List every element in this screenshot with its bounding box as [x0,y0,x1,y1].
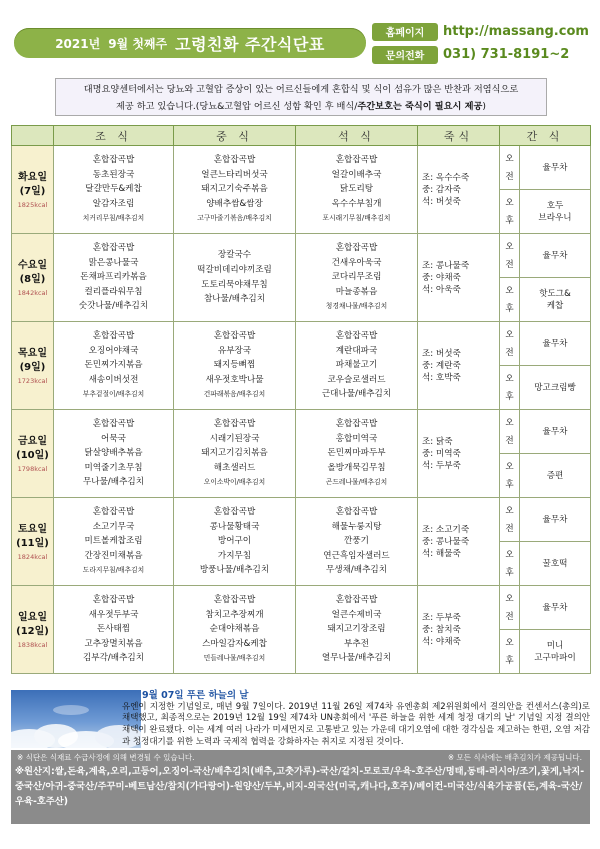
special-day-text [122,690,590,749]
snack-time-am: 오 전 [500,146,520,190]
lunch-item: 혼합잡곡밥 [213,155,256,166]
notice-box [55,78,547,116]
lunch-cell [174,322,296,410]
porridge-item: 석: 호박죽 [422,372,461,383]
special-day-heading: 9월 07일 푸른 하늘의 날 [142,690,249,701]
day-cell [12,322,54,410]
lunch-cell [174,586,296,674]
lunch-item: 콩나물황태국 [209,521,260,532]
lunch-cell [174,410,296,498]
dinner-cell [296,586,418,674]
lunch-item: 고구마줄기볶음/배추김치 [197,214,272,223]
breakfast-item: 김부각/배추김치 [82,653,144,664]
snack-pm-line: 호두 [546,200,564,211]
dinner-cell [296,498,418,586]
dinner-item: 연근흑임자샐러드 [323,550,390,561]
breakfast-item: 혼합잡곡밥 [92,507,135,518]
porridge-item: 석: 해물죽 [422,548,461,559]
menu-body [12,146,591,674]
snack-pm-line: 케찹 [546,300,564,311]
dinner-item: 계란대파국 [335,345,378,356]
snack-pm-line: 꿀호떡 [542,558,568,569]
special-day-body: 유엔이 지정한 기념일로, 매년 9월 7일이다. 2019년 11월 26일 제74차 유엔총회 제2위원회에서 결의안을 컨센서스(총의)로 채택했고, 최종적으로는 2019년 12월 19일 제74차 UN총회에서 '푸른 하늘을 위한 세계 청정 대기의 날' 기념일 지정 결의안 채택이 완료됐다. 이는 세계 여러 나라가 미세먼지로 고통받고 있는 가운데 대기오염에 대한 경각심을 제고하는 한편, 오염 저감과 청정대기를 위한 노력과 국제적 협력을 강화하자는 취지로 지정된 것이다. [122,701,590,747]
day-name: 금요일 [18,435,47,447]
table-row [12,586,591,630]
lunch-item: 유부장국 [217,345,252,356]
porridge-item: 중: 콩나물죽 [422,536,470,547]
breakfast-item: 고추장멸치볶음 [84,638,143,649]
day-cell [12,498,54,586]
footer-note-kimchi: ※ 모든 식사에는 배추김치가 제공됩니다. [447,753,582,762]
snack-pm-line: 핫도그& [539,288,571,299]
lunch-item: 돼지고기숙주볶음 [201,184,268,195]
snack-am: 율무차 [520,498,591,542]
porridge-item: 석: 두부죽 [422,460,461,471]
snack-pm [520,542,591,586]
breakfast-item: 미역줄기초무침 [84,462,143,473]
dinner-item: 코우슬로샐러드 [327,374,386,385]
day-date: (7일) [19,185,46,197]
snack-pm-line: 미니 [546,640,564,651]
snack-time-pm: 오 후 [500,542,520,586]
snack-time-pm: 오 후 [500,366,520,410]
day-date: (9일) [19,361,46,373]
dinner-item: 홍합미역국 [335,433,378,444]
phone-label: 문의전화 [372,46,438,64]
snack-time-am: 오 전 [500,322,520,366]
breakfast-item: 혼합잡곡밥 [92,331,135,342]
lunch-item: 방어구이 [217,536,252,547]
breakfast-cell [54,322,174,410]
day-kcal: 1824kcal [17,552,48,561]
day-cell [12,234,54,322]
snack-pm-line: 고구마파이 [534,652,576,663]
lunch-item: 혼합잡곡밥 [213,419,256,430]
snack-am: 율무차 [520,586,591,630]
day-name: 토요일 [18,523,47,535]
breakfast-item: 컬리플라워무침 [84,286,143,297]
lunch-item: 건파래볶음/배추김치 [203,390,266,399]
dinner-item: 파채불고기 [335,360,378,371]
table-row [12,322,591,366]
snack-time-pm: 오 후 [500,454,520,498]
porridge-item: 조: 버섯죽 [422,348,461,359]
breakfast-item: 숫갓나물/배추김치 [78,301,149,312]
breakfast-item: 무나물/배추김치 [82,477,144,488]
breakfast-cell [54,234,174,322]
porridge-cell [418,498,500,586]
dinner-item: 돈민찌마파두부 [327,448,386,459]
snack-pm-line: 브라우니 [538,212,572,223]
breakfast-cell [54,146,174,234]
lunch-item: 오이소박이/배추김치 [203,478,266,487]
dinner-cell [296,146,418,234]
dinner-item: 옥수수부침개 [331,198,382,209]
breakfast-item: 오징어야채국 [88,345,139,356]
breakfast-item: 혼합잡곡밥 [92,243,135,254]
title-week: 9월 첫째주 [108,36,168,51]
day-date: (10일) [16,449,49,461]
dinner-item: 곤드레나물/배추김치 [325,478,388,487]
dinner-item: 마늘종볶음 [335,286,378,297]
dinner-item: 얼큰수제비국 [331,609,382,620]
day-kcal: 1842kcal [17,288,48,297]
porridge-cell [418,322,500,410]
lunch-item: 혼합잡곡밥 [213,595,256,606]
breakfast-item: 도라지무침/배추김치 [82,566,145,575]
special-day-section [11,690,590,748]
porridge-cell [418,410,500,498]
lunch-item: 참치고추장찌개 [205,609,264,620]
lunch-cell [174,146,296,234]
header-day [12,126,54,146]
breakfast-item: 치커리무침/배추김치 [82,214,145,223]
day-kcal: 1723kcal [17,376,48,385]
day-date: (8일) [19,273,46,285]
lunch-item: 도토리묵야채무침 [201,279,268,290]
breakfast-item: 돈민찌가지볶음 [84,360,143,371]
lunch-item: 양배추쌈&쌈장 [206,198,263,209]
porridge-item: 중: 감자죽 [422,184,461,195]
snack-am: 율무차 [520,410,591,454]
day-name: 수요일 [18,259,47,271]
contact-box [372,21,594,67]
snack-pm-line: 망고크림빵 [534,382,576,393]
footer-notes [11,750,590,824]
header-breakfast: 조 식 [54,126,174,146]
dinner-item: 건새우아욱국 [331,257,382,268]
breakfast-cell [54,410,174,498]
lunch-item: 새우젓호박나물 [205,374,264,385]
origin-info: ※원산지:쌀,돈육,계육,오리,고등어,오징어-국산/배추김치(배추,고춧가루)-국산/갈치-모로코/우육-호주산/명태,동태-러시아/조기,꽃게,낙지-중국산/아귀-중국산/주꾸미-베트남산/참치(가다랑어)-원양산/두부,비지-외국산(미국,캐나다,호주)/베이컨-미국산/식육가공품(돈,계육-국산/우육-호주산) [15,766,585,807]
dinner-item: 올방개묵김무침 [327,462,386,473]
snack-pm [520,454,591,498]
lunch-item: 민들레나물/배추김치 [203,654,266,663]
breakfast-item: 새송이버섯전 [88,374,139,385]
porridge-cell [418,146,500,234]
breakfast-item: 맑은콩나물국 [88,257,139,268]
breakfast-item: 혼합잡곡밥 [92,419,135,430]
dinner-cell [296,234,418,322]
dinner-item: 혼합잡곡밥 [335,243,378,254]
day-cell [12,146,54,234]
snack-am: 율무차 [520,322,591,366]
weekly-menu-table [11,125,591,674]
snack-pm [520,190,591,234]
lunch-item: 참나물/배추김치 [203,294,265,305]
lunch-item: 스마일감자&케찹 [202,638,267,649]
header-snack: 간 식 [500,126,591,146]
breakfast-item: 닭살양배추볶음 [84,448,143,459]
lunch-item: 해초샐러드 [213,462,256,473]
lunch-item: 순대야채볶음 [209,624,260,635]
snack-time-am: 오 전 [500,498,520,542]
homepage-label: 홈페이지 [372,23,438,41]
notice-line-2: 제공 하고 있습니다.(당뇨&고혈압 어르신 성함 확인 후 배식/주간보호는 죽식이 필요시 제공) [116,101,486,112]
lunch-item: 얼큰느타리버섯국 [201,169,268,180]
dinner-item: 깐풍기 [344,536,369,547]
lunch-item: 시래기된장국 [209,433,260,444]
breakfast-item: 어묵국 [101,433,126,444]
table-row [12,146,591,190]
lunch-item: 떡갈비데리야끼조림 [197,264,272,275]
dinner-item: 부추전 [344,638,369,649]
lunch-item: 혼합잡곡밥 [213,331,256,342]
breakfast-item: 간장진미채볶음 [84,550,143,561]
day-kcal: 1798kcal [17,464,48,473]
breakfast-item: 동초된장국 [92,169,135,180]
porridge-item: 석: 아욱죽 [422,284,461,295]
dinner-item: 얼갈이배추국 [331,169,382,180]
lunch-item: 가지무침 [217,550,252,561]
lunch-cell [174,234,296,322]
breakfast-item: 혼합잡곡밥 [92,595,135,606]
porridge-item: 석: 야채죽 [422,636,461,647]
snack-pm [520,630,591,674]
table-row [12,498,591,542]
day-kcal: 1838kcal [17,640,48,649]
title-year: 2021년 [55,36,101,51]
homepage-link[interactable]: http://massang.com [443,24,589,39]
lunch-item: 돼지고기김치볶음 [201,448,268,459]
dinner-item: 혼합잡곡밥 [335,331,378,342]
breakfast-item: 알감자조림 [92,198,135,209]
snack-time-am: 오 전 [500,234,520,278]
lunch-item: 혼합잡곡밥 [213,507,256,518]
header-lunch: 중 식 [174,126,296,146]
porridge-item: 조: 닭죽 [422,436,453,447]
dinner-item: 혼합잡곡밥 [335,419,378,430]
table-row [12,234,591,278]
dinner-item: 혼합잡곡밥 [335,595,378,606]
day-kcal: 1825kcal [17,200,48,209]
day-cell [12,410,54,498]
porridge-item: 조: 두부죽 [422,612,461,623]
porridge-cell [418,234,500,322]
day-date: (11일) [16,537,49,549]
lunch-item: 방풍나물/배추김치 [199,565,270,576]
dinner-item: 혼합잡곡밥 [335,155,378,166]
dinner-item: 근대나물/배추김치 [321,389,392,400]
day-name: 일요일 [18,611,47,623]
dinner-item: 열무나물/배추김치 [321,653,392,664]
table-row [12,410,591,454]
snack-pm [520,278,591,322]
lunch-item: 장칼국수 [217,250,252,261]
snack-time-pm: 오 후 [500,190,520,234]
footer-note-change: ※ 식단은 식재료 수급사정에 의해 변경될 수 있습니다. [17,753,195,762]
header-dinner: 석 식 [296,126,418,146]
breakfast-item: 달걀만두&케찹 [85,184,142,195]
dinner-item: 돼지고기장조림 [327,624,386,635]
porridge-item: 중: 계란죽 [422,360,461,371]
breakfast-item: 돈사태찜 [96,624,131,635]
header-porridge: 죽식 [418,126,500,146]
snack-time-am: 오 전 [500,410,520,454]
porridge-cell [418,586,500,674]
lunch-cell [174,498,296,586]
breakfast-item: 돈채파프리카볶음 [80,272,147,283]
phone-number: 031) 731-8191~2 [443,47,570,62]
dinner-item: 청경채나물/배추김치 [325,302,388,311]
snack-time-pm: 오 후 [500,630,520,674]
porridge-item: 석: 버섯죽 [422,196,461,207]
day-date: (12일) [16,625,49,637]
snack-time-pm: 오 후 [500,278,520,322]
snack-am: 율무차 [520,146,591,190]
page-title: 고령친화 주간식단표 [175,34,325,54]
snack-pm [520,366,591,410]
breakfast-item: 혼합잡곡밥 [92,155,135,166]
breakfast-item: 부추겉절이/배추김치 [82,390,145,399]
breakfast-cell [54,586,174,674]
breakfast-item: 미트볼케찹조림 [84,536,143,547]
porridge-item: 조: 콩나물죽 [422,260,470,271]
snack-pm-line: 증편 [546,470,564,481]
dinner-cell [296,322,418,410]
table-header-row [12,126,591,146]
snack-time-am: 오 전 [500,586,520,630]
dinner-item: 닭도리탕 [339,184,374,195]
breakfast-item: 새우젓두부국 [88,609,139,620]
dinner-item: 해물누룽지탕 [331,521,382,532]
title-banner [14,28,366,58]
porridge-item: 중: 야채죽 [422,272,461,283]
dinner-item: 무생채/배추김치 [325,565,387,576]
porridge-item: 조: 옥수수죽 [422,172,470,183]
dinner-item: 포시래기무침/배추김치 [322,214,391,223]
dinner-item: 혼합잡곡밥 [335,507,378,518]
snack-am: 율무차 [520,234,591,278]
dinner-item: 코다리무조림 [331,272,382,283]
day-name: 화요일 [18,171,47,183]
notice-line-1: 대명요양센터에서는 당뇨와 고혈압 증상이 있는 어르신들에게 혼합식 및 식이 섬유가 많은 반찬과 저염식으로 [83,84,519,95]
breakfast-cell [54,498,174,586]
porridge-item: 중: 참치죽 [422,624,461,635]
dinner-cell [296,410,418,498]
day-cell [12,586,54,674]
day-name: 목요일 [18,347,47,359]
lunch-item: 돼지등뼈찜 [213,360,256,371]
porridge-item: 조: 소고기죽 [422,524,470,535]
porridge-item: 중: 미역죽 [422,448,461,459]
breakfast-item: 소고기무국 [92,521,135,532]
